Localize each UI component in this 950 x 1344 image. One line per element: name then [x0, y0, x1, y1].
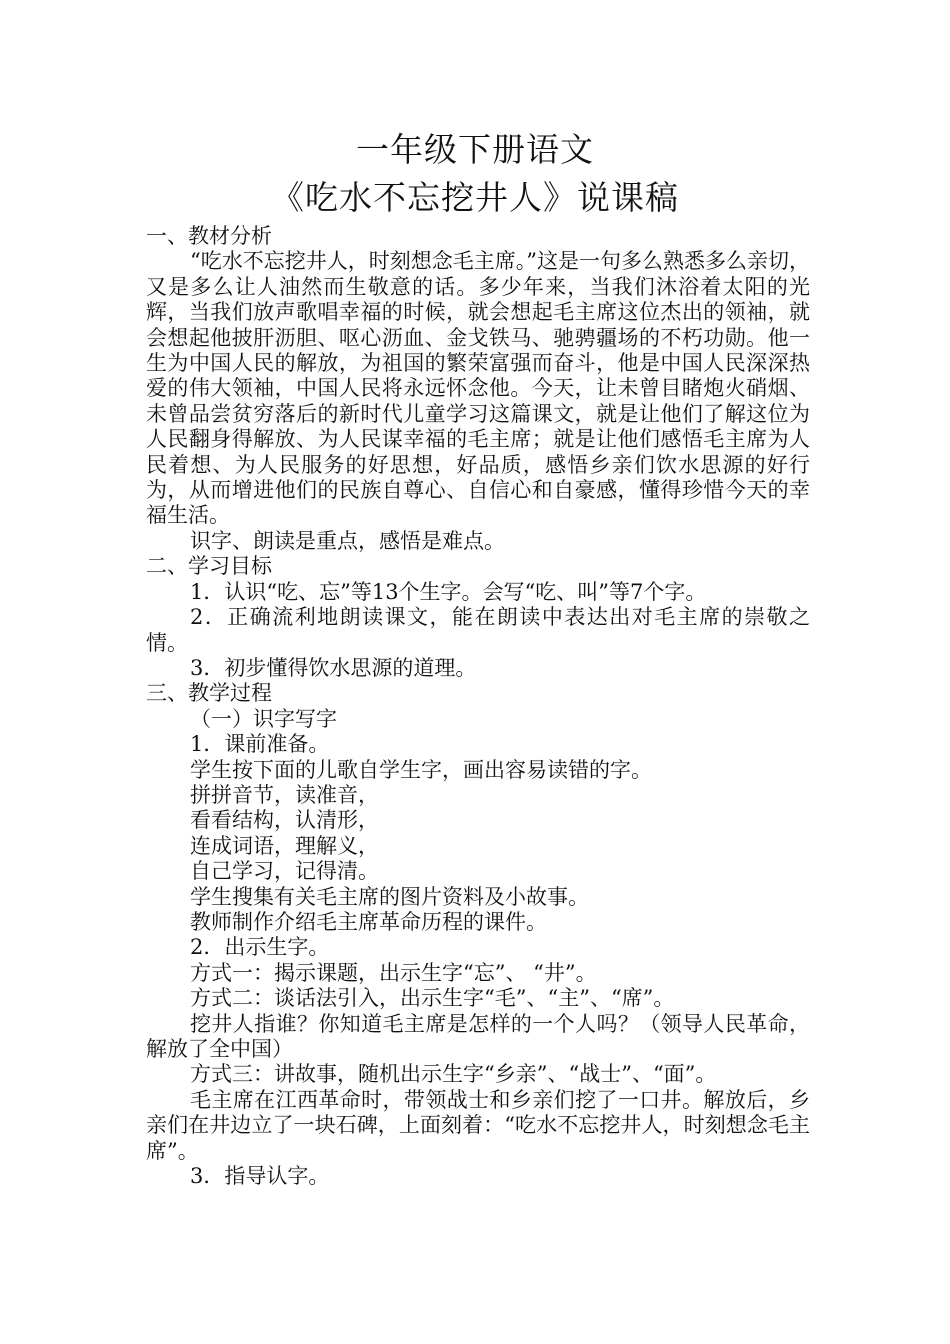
section-heading-goals: 二、学习目标	[146, 554, 272, 579]
goal-item: 3．初步懂得饮水思源的道理。	[190, 655, 477, 680]
doc-title-line2: 《吃水不忘挖井人》说课稿	[271, 178, 679, 217]
step-text: 学生按下面的儿歌自学生字，画出容易读错的字。	[190, 757, 652, 782]
rhyme-line: 看看结构，认清形，	[190, 808, 379, 833]
story-paragraph: 毛主席在江西革命时，带领战士和乡亲们挖了一口井。解放后，乡亲们在井边立了一块石碑，上面刻着：“吃水不忘挖井人，时刻想念毛主席”。	[146, 1087, 810, 1163]
rhyme-line: 拼拼音节，读准音，	[190, 782, 379, 807]
rhyme-line: 自己学习，记得清。	[190, 859, 379, 884]
method-text: 方式三：讲故事，随机出示生字“乡亲”、“战士”、“面”。	[190, 1062, 717, 1087]
method-text: 方式二：谈话法引入，出示生字“毛”、“主”、“席”。	[190, 986, 675, 1011]
step-heading: 3．指导认字。	[190, 1164, 330, 1189]
method-text: 方式一：揭示课题，出示生字“忘”、 “井”。	[190, 960, 597, 985]
analysis-paragraph: “吃水不忘挖井人，时刻想念毛主席。”这是一句多么熟悉多么亲切，又是多么让人油然而生敬意的话。多少年来，当我们沐浴着太阳的光辉，当我们放声歌唱幸福的时候，就会想起毛主席这位杰出的领袖，就会想起他披肝沥胆、呕心沥血、金戈铁马、驰骋疆场的不朽功勋。他一生为中国人民的解放，为祖国的繁荣富强而奋斗，他是中国人民深深热爱的伟大领袖，中国人民将永远怀念他。今天，让未曾目睹炮火硝烟、未曾品尝贫穷落后的新时代儿童学习这篇课文，就是让他们了解这位为人民翻身得解放、为人民谋幸福的毛主席；就是让他们感悟毛主席为人民着想、为人民服务的好思想，好品质，感悟乡亲们饮水思源的好行为，从而增进他们的民族自尊心、自信心和自豪感，懂得珍惜今天的幸福生活。	[146, 249, 810, 528]
prep-text: 学生搜集有关毛主席的图片资料及小故事。	[190, 884, 589, 909]
goal-item: 2．正确流利地朗读课文，能在朗读中表达出对毛主席的崇敬之情。	[146, 605, 810, 655]
doc-title-line1: 一年级下册语文	[356, 130, 594, 169]
subsection-heading: （一）识字写字	[190, 706, 337, 731]
step-heading: 1．课前准备。	[190, 732, 330, 757]
section-heading-analysis: 一、教材分析	[146, 224, 272, 248]
key-points-paragraph: 识字、朗读是重点，感悟是难点。	[190, 528, 505, 553]
goal-item: 1．认识“吃、忘”等13个生字。会写“吃、叫”等7个字。	[190, 579, 707, 604]
document-body	[146, 224, 810, 1189]
prep-text: 教师制作介绍毛主席革命历程的课件。	[190, 909, 547, 934]
method-question: 挖井人指谁？你知道毛主席是怎样的一个人吗？（领导人民革命，解放了全中国）	[146, 1011, 810, 1061]
rhyme-line: 连成词语，理解义，	[190, 833, 379, 858]
section-heading-process: 三、教学过程	[146, 681, 272, 706]
step-heading: 2．出示生字。	[190, 935, 330, 960]
